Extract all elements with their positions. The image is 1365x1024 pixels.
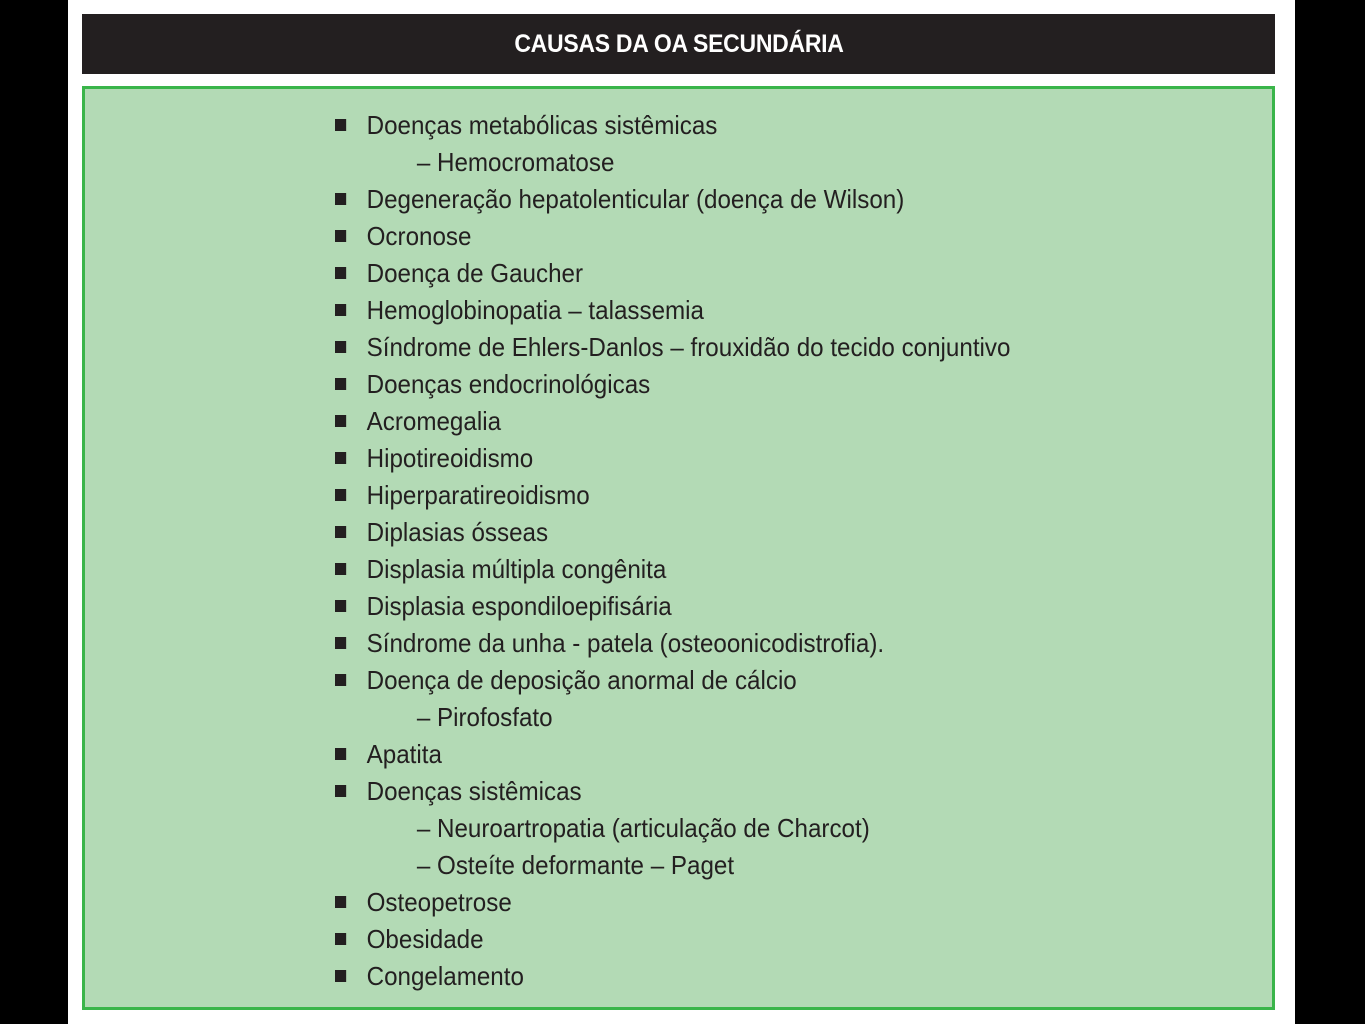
page-title: CAUSAS DA OA SECUNDÁRIA bbox=[513, 29, 844, 58]
list-item bbox=[335, 218, 1010, 255]
list-item bbox=[335, 625, 1010, 662]
list-item bbox=[335, 921, 1010, 958]
square-bullet-icon bbox=[335, 341, 346, 353]
title-bar bbox=[82, 14, 1275, 74]
list-item bbox=[335, 588, 1010, 625]
list-item-text: Congelamento bbox=[366, 961, 524, 991]
square-bullet-icon bbox=[335, 600, 346, 612]
list-item bbox=[335, 551, 1010, 588]
square-bullet-icon bbox=[335, 637, 346, 649]
square-bullet-icon bbox=[335, 933, 346, 945]
list-item-text: – Neuroartropatia (articulação de Charcot) bbox=[416, 813, 870, 843]
square-bullet-icon bbox=[335, 378, 346, 390]
list-item-text: Osteopetrose bbox=[366, 887, 512, 917]
square-bullet-icon bbox=[335, 748, 346, 760]
sub-list-item bbox=[335, 144, 1010, 181]
list-item-text: Doenças sistêmicas bbox=[366, 776, 582, 806]
list-item-text: Acromegalia bbox=[366, 406, 502, 436]
square-bullet-icon bbox=[335, 304, 346, 316]
square-bullet-icon bbox=[335, 452, 346, 464]
square-bullet-icon bbox=[335, 489, 346, 501]
list-item-text: Displasia múltipla congênita bbox=[366, 554, 667, 584]
square-bullet-icon bbox=[335, 674, 346, 686]
square-bullet-icon bbox=[335, 119, 346, 131]
list-item-text: Doenças metabólicas sistêmicas bbox=[366, 110, 718, 140]
causes-box bbox=[82, 86, 1275, 1010]
causes-list bbox=[335, 107, 1061, 995]
list-item-text: Degeneração hepatolenticular (doença de Wilson) bbox=[366, 184, 905, 214]
square-bullet-icon bbox=[335, 267, 346, 279]
list-item bbox=[335, 329, 1010, 366]
list-item bbox=[335, 403, 1010, 440]
list-item bbox=[335, 958, 1010, 995]
list-item-text: – Hemocromatose bbox=[416, 147, 615, 177]
list-item-text: Hipotireoidismo bbox=[366, 443, 534, 473]
list-item bbox=[335, 366, 1010, 403]
sub-list-item bbox=[335, 847, 1010, 884]
square-bullet-icon bbox=[335, 896, 346, 908]
list-item bbox=[335, 514, 1010, 551]
list-item bbox=[335, 662, 1010, 699]
list-item-text: Doenças endocrinológicas bbox=[366, 369, 651, 399]
list-item-text: Síndrome da unha - patela (osteoonicodistrofia). bbox=[366, 628, 885, 658]
list-item bbox=[335, 181, 1010, 218]
sub-list-item bbox=[335, 810, 1010, 847]
list-item-text: Hiperparatireoidismo bbox=[366, 480, 590, 510]
square-bullet-icon bbox=[335, 526, 346, 538]
square-bullet-icon bbox=[335, 970, 346, 982]
square-bullet-icon bbox=[335, 415, 346, 427]
list-item bbox=[335, 255, 1010, 292]
list-item-text: Obesidade bbox=[366, 924, 484, 954]
list-item-text: Doença de Gaucher bbox=[366, 258, 584, 288]
square-bullet-icon bbox=[335, 563, 346, 575]
document-page bbox=[68, 0, 1295, 1024]
list-item-text: Ocronose bbox=[366, 221, 472, 251]
list-item-text: Displasia espondiloepifisária bbox=[366, 591, 672, 621]
list-item bbox=[335, 292, 1010, 329]
list-item-text: – Osteíte deformante – Paget bbox=[416, 850, 735, 880]
list-item bbox=[335, 736, 1010, 773]
list-item bbox=[335, 440, 1010, 477]
list-item-text: Apatita bbox=[366, 739, 442, 769]
list-item bbox=[335, 477, 1010, 514]
list-item-text: – Pirofosfato bbox=[416, 702, 553, 732]
list-item bbox=[335, 884, 1010, 921]
list-item-text: Hemoglobinopatia – talassemia bbox=[366, 295, 705, 325]
list-item-text: Doença de deposição anormal de cálcio bbox=[366, 665, 797, 695]
square-bullet-icon bbox=[335, 230, 346, 242]
square-bullet-icon bbox=[335, 785, 346, 797]
list-item-text: Diplasias ósseas bbox=[366, 517, 549, 547]
square-bullet-icon bbox=[335, 193, 346, 205]
list-item bbox=[335, 107, 1010, 144]
sub-list-item bbox=[335, 699, 1010, 736]
list-item bbox=[335, 773, 1010, 810]
list-item-text: Síndrome de Ehlers-Danlos – frouxidão do tecido conjuntivo bbox=[366, 332, 1011, 362]
